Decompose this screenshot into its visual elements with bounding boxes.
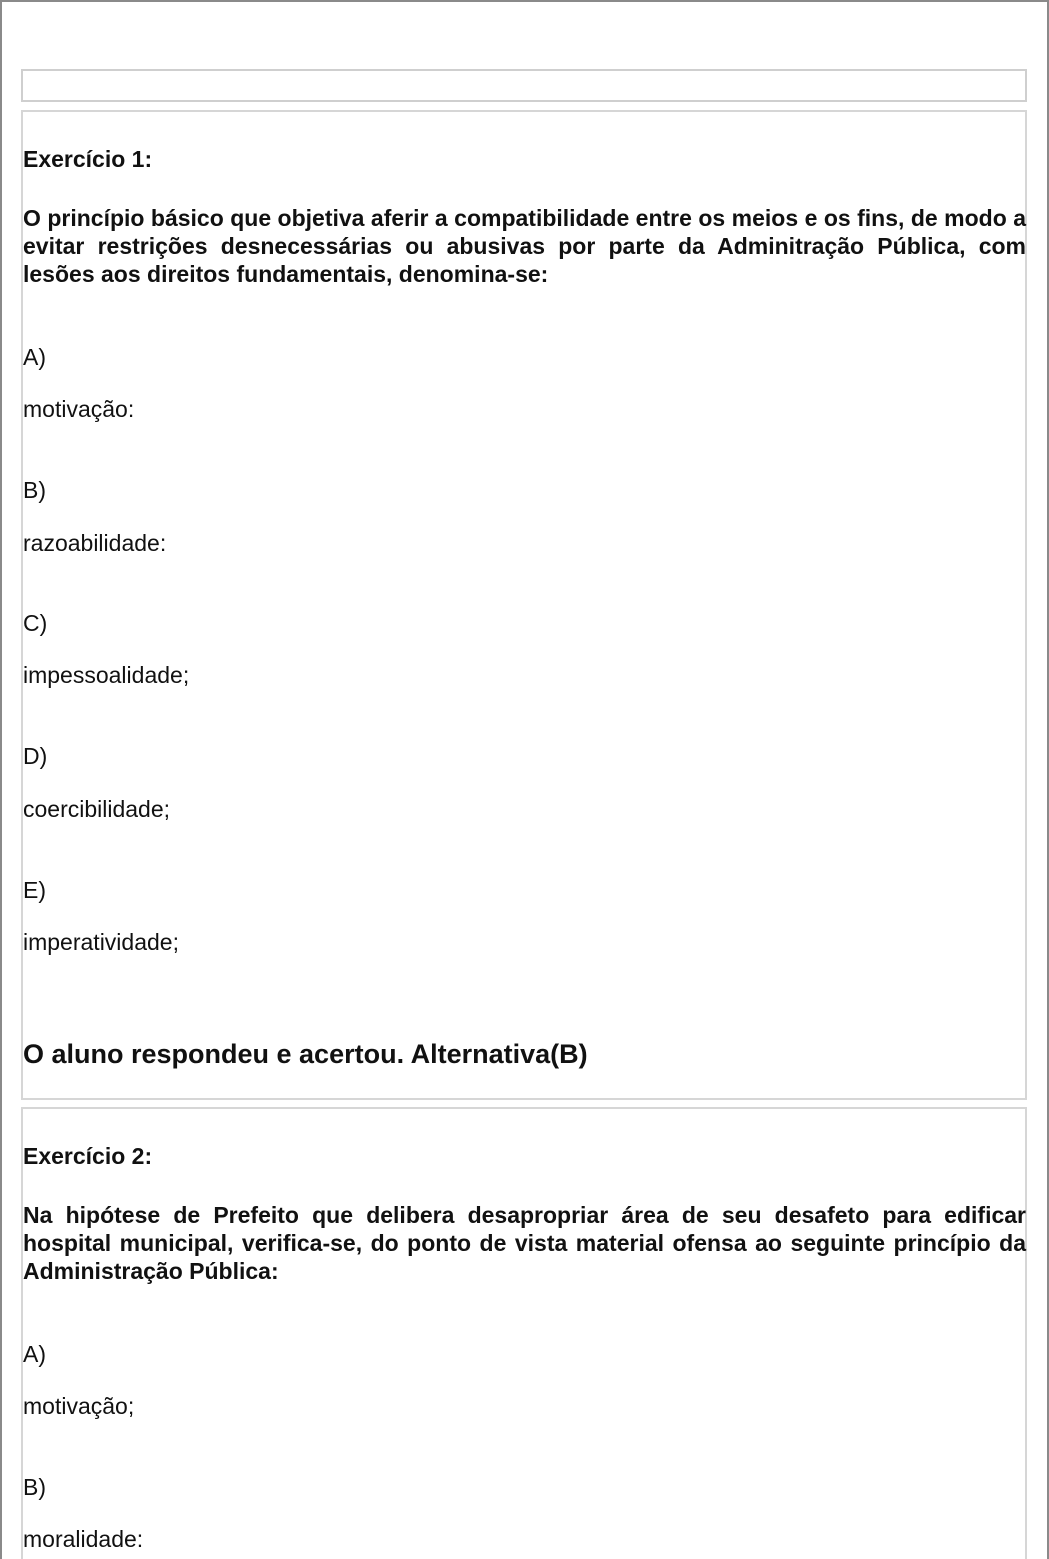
option-letter: A) bbox=[23, 1341, 46, 1367]
exercise-question: O princípio básico que objetiva aferir a compatibilidade entre os meios e os fins, de modo a evitar restrições desnecessárias ou abusivas por parte da Adminitração Pública, com lesões aos direitos fundamentais, denomina-se: bbox=[23, 205, 1026, 287]
option-letter: E) bbox=[23, 877, 46, 903]
option-letter: B) bbox=[23, 1474, 46, 1500]
exercise-title: Exercício 1: bbox=[23, 146, 153, 172]
empty-header-box bbox=[21, 69, 1027, 102]
option-text: moralidade: bbox=[23, 1526, 144, 1552]
option-text: motivação; bbox=[23, 1393, 135, 1419]
option-text: razoabilidade: bbox=[23, 530, 167, 556]
option-text: impessoalidade; bbox=[23, 662, 190, 688]
option-letter: D) bbox=[23, 743, 48, 769]
exercise-question: Na hipótese de Prefeito que delibera desapropriar área de seu desafeto para edificar hospital municipal, verifica-se, do ponto de vista material ofensa ao seguinte princípio da Administração Pública: bbox=[23, 1202, 1026, 1284]
option-text: motivação: bbox=[23, 396, 135, 422]
exercise-card bbox=[21, 110, 1027, 1100]
option-text: imperatividade; bbox=[23, 929, 179, 955]
exercise-card bbox=[21, 1107, 1027, 1559]
option-letter: C) bbox=[23, 610, 48, 636]
exercise-title: Exercício 2: bbox=[23, 1143, 153, 1169]
option-text: coercibilidade; bbox=[23, 796, 171, 822]
option-letter: A) bbox=[23, 344, 46, 370]
option-letter: B) bbox=[23, 477, 46, 503]
answer-result: O aluno respondeu e acertou. Alternativa(B) bbox=[23, 1039, 588, 1069]
